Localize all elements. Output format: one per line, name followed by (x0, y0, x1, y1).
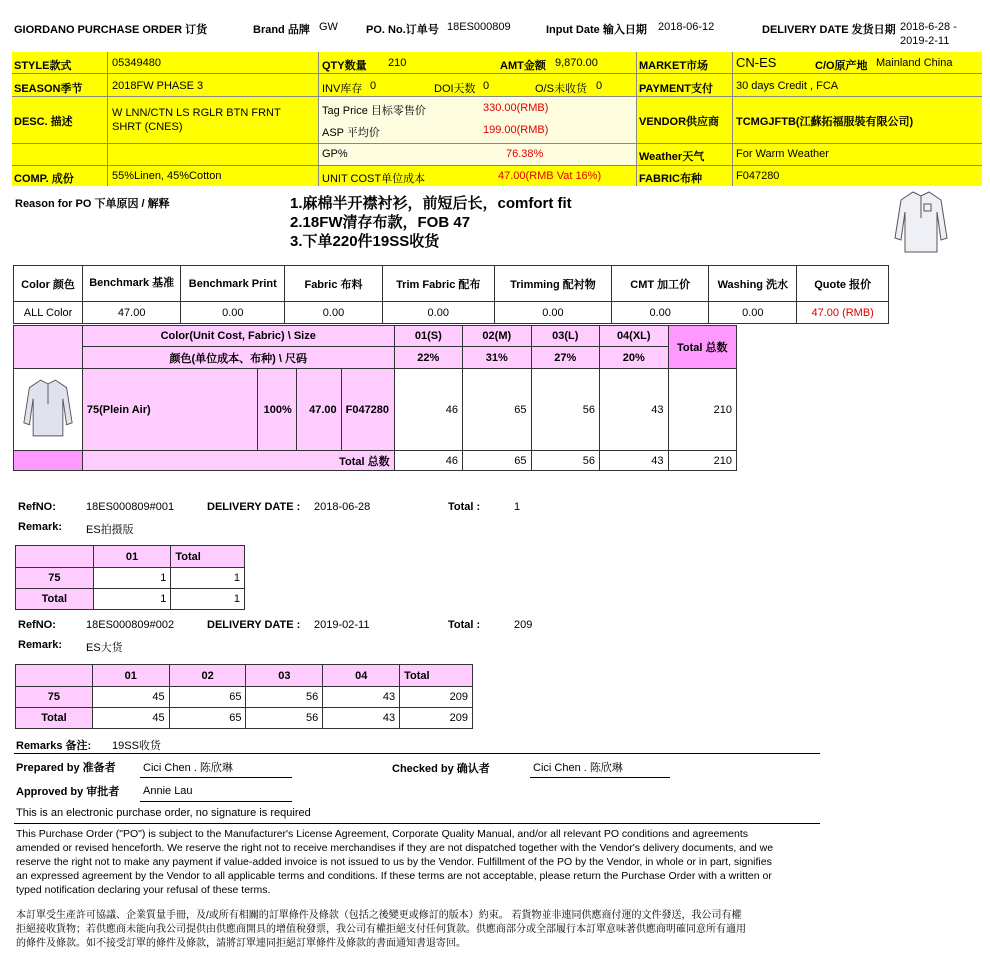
ref1-remark-label: Remark: (18, 521, 63, 533)
cost-cell: 0.00 (494, 302, 611, 324)
info-block (12, 52, 982, 186)
cost-cell: 47.00 (83, 302, 181, 324)
size-qty: 46 (394, 369, 462, 451)
delivery-date-label: DELIVERY DATE 发货日期 (762, 24, 896, 36)
co-value: Mainland China (876, 57, 953, 69)
size-ratio: 20% (599, 347, 668, 369)
ref2-cell: 209 (400, 687, 473, 708)
signature-line (530, 777, 670, 778)
prepared-value: Cici Chen . 陈欣琳 (143, 762, 233, 774)
ref2-row-label: 75 (16, 687, 93, 708)
co-label: C/O原产地 (815, 60, 868, 72)
size-qty: 65 (463, 369, 531, 451)
ref1-total-label: Total : (448, 501, 481, 513)
ref2-col: Total (400, 665, 473, 687)
cost-head-trimming: Trimming 配衬物 (494, 266, 611, 302)
ref2-cell: 45 (92, 687, 169, 708)
weather-value: For Warm Weather (736, 148, 829, 160)
approved-label: Approved by 审批者 (16, 786, 120, 798)
color-name: 75(Plein Air) (82, 369, 257, 451)
remarks-value: 19SS收货 (112, 740, 161, 752)
inv-label: INV库存 (322, 83, 363, 95)
reason-line-3: 3.下单220件19SS收货 (290, 233, 440, 250)
ref1-total-value: 1 (514, 501, 521, 513)
ref1-row-label: Total (16, 589, 94, 610)
ref1-table (15, 545, 245, 610)
size-total-head: Total 总数 (668, 326, 736, 369)
amt-label: AMT金额 (500, 60, 546, 72)
checked-value: Cici Chen . 陈欣琳 (533, 762, 623, 774)
delivery-date-line1: 2018-6-28 - (900, 21, 957, 33)
terms-chinese (16, 909, 746, 951)
input-date-value: 2018-06-12 (658, 21, 715, 33)
ref1-cell: 1 (171, 568, 245, 589)
ref2-table (15, 664, 473, 729)
cost-cell: 0.00 (285, 302, 382, 324)
ref2-cell: 56 (246, 687, 323, 708)
cost-head-cmt: CMT 加工价 (612, 266, 709, 302)
shirt-thumbnail-icon (22, 374, 74, 442)
cost-table (13, 265, 889, 324)
input-date-label: Input Date 输入日期 (546, 24, 647, 36)
size-head: 02(M) (463, 326, 531, 347)
size-total-qty: 43 (599, 451, 668, 471)
size-head-1: Color(Unit Cost, Fabric) \ Size (82, 326, 394, 347)
brand-label: Brand 品牌 (253, 24, 310, 36)
color-total: 210 (668, 369, 736, 451)
cost-head-trim-fabric: Trim Fabric 配布 (382, 266, 494, 302)
ref1-label: RefNO: (18, 501, 56, 513)
tag-price-label: Tag Price 目标零售价 (322, 105, 426, 117)
color-fabric: F047280 (341, 369, 394, 451)
unit-cost-value: 47.00(RMB Vat 16%) (498, 170, 602, 182)
ref2-col: 04 (323, 665, 400, 687)
ref1-cell: 1 (93, 568, 171, 589)
size-total-qty: 65 (463, 451, 531, 471)
ref1-dd-label: DELIVERY DATE : (207, 501, 301, 513)
season-label: SEASON季节 (14, 83, 83, 95)
ref2-remark-value: ES大货 (86, 642, 123, 654)
terms-line-cn: 的條件及條款。如不接受訂單的條件及條款，請將訂單連同拒絕訂單條件及條款的書面通知書退寄回。 (16, 938, 466, 949)
size-head: 03(L) (531, 326, 599, 347)
size-table (13, 325, 737, 471)
ref2-col: 01 (92, 665, 169, 687)
market-label: MARKET市场 (639, 60, 709, 72)
ref2-cell: 43 (323, 687, 400, 708)
ref2-cell: 65 (169, 708, 246, 729)
terms-line-cn: 本訂單受生產許可協議、企業質量手冊，及/或所有相關的訂單條件及條款（包括之後變更或修訂的版本）約束。 若貨物並非連同供應商付運的文件發送，我公司有權 (16, 910, 742, 921)
asp-label: ASP 平均价 (322, 127, 380, 139)
cost-cell-quote: 47.00 (RMB) (797, 302, 889, 324)
ref2-row-label: Total (16, 708, 93, 729)
cost-head-washing: Washing 洗水 (709, 266, 797, 302)
reason-label: Reason for PO 下单原因 / 解释 (15, 198, 170, 210)
desc-label: DESC. 描述 (14, 116, 73, 128)
inv-value: 0 (370, 80, 377, 92)
approved-value: Annie Lau (143, 785, 193, 797)
cost-head-color: Color 颜色 (14, 266, 83, 302)
comp-label: COMP. 成份 (14, 173, 74, 185)
size-qty: 56 (531, 369, 599, 451)
ref1-col: 01 (93, 546, 171, 568)
terms-line-cn: 拒絕接收貨物；若供應商未能向我公司提供由供應商開具的增值稅發票，我公司有權拒絕支付任何貨款。供應商部分或全部履行本訂單意味著供應商明確同意所有適用 (16, 924, 746, 935)
signature-line (140, 777, 292, 778)
asp-value: 199.00(RMB) (483, 124, 549, 136)
electronic-note: This is an electronic purchase order, no signature is required (16, 807, 311, 819)
size-head-2: 颜色(单位成本、布种) \ 尺码 (82, 347, 394, 369)
tag-price-value: 330.00(RMB) (483, 102, 549, 114)
size-head: 01(S) (394, 326, 462, 347)
size-head: 04(XL) (599, 326, 668, 347)
ref2-cell: 65 (169, 687, 246, 708)
ref2-total-value: 209 (514, 619, 533, 631)
style-value: 05349480 (112, 57, 161, 69)
fabric-label: FABRIC布种 (639, 173, 702, 185)
cost-head-benchmark: Benchmark 基准 (83, 266, 181, 302)
po-label: PO. No.订单号 (366, 24, 439, 36)
style-label: STYLE款式 (14, 60, 72, 72)
color-cost: 47.00 (296, 369, 341, 451)
qty-value: 210 (388, 57, 407, 69)
prepared-label: Prepared by 准备者 (16, 762, 116, 774)
gp-value: 76.38% (506, 148, 544, 160)
cost-head-fabric: Fabric 布料 (285, 266, 382, 302)
size-total-qty: 56 (531, 451, 599, 471)
fabric-value: F047280 (736, 170, 780, 182)
size-qty: 43 (599, 369, 668, 451)
size-ratio: 27% (531, 347, 599, 369)
ref1-value: 18ES000809#001 (86, 501, 175, 513)
terms-line: an expressed agreement by the Vendor to all applicable terms and conditions. If these terms are not acceptable, please return the Purchase Order with a written or (16, 870, 772, 882)
delivery-date-line2: 2019-2-11 (900, 35, 950, 47)
ref2-remark-label: Remark: (18, 639, 63, 651)
ref2-col: 03 (246, 665, 323, 687)
qty-label: QTY数量 (322, 60, 367, 72)
cost-head-quote: Quote 报价 (797, 266, 889, 302)
shirt-sketch-icon (893, 188, 949, 256)
po-title: GIORDANO PURCHASE ORDER 订货 (14, 24, 208, 36)
os-label: O/S未收货 (535, 83, 587, 95)
terms-line: This Purchase Order ("PO") is subject to the Manufacturer's License Agreement, Corporate Quality Manual, and/or all relevant PO conditions and agreements (16, 828, 748, 840)
doi-value: 0 (483, 80, 490, 92)
ref2-cell: 56 (246, 708, 323, 729)
size-ratio: 31% (463, 347, 531, 369)
gp-label: GP% (322, 148, 348, 160)
signature-line (140, 801, 292, 802)
ref1-dd-value: 2018-06-28 (314, 501, 371, 513)
ref1-cell: 1 (171, 589, 245, 610)
ref2-dd-label: DELIVERY DATE : (207, 619, 301, 631)
terms-line: typed notification declaring your refusal of these terms. (16, 884, 271, 896)
reason-line-2: 2.18FW清存布款，FOB 47 (290, 214, 471, 231)
payment-label: PAYMENT支付 (639, 83, 713, 95)
terms-english (16, 827, 773, 897)
po-value: 18ES000809 (447, 21, 511, 33)
reason-line-1: 1.麻棉半开襟衬衫，前短后长，comfort fit (290, 195, 572, 212)
cost-cell: 0.00 (709, 302, 797, 324)
ref2-cell: 43 (323, 708, 400, 729)
ref2-total-label: Total : (448, 619, 481, 631)
ref2-cell: 209 (400, 708, 473, 729)
ref1-remark-value: ES拍摄版 (86, 524, 134, 536)
ref1-col: Total (171, 546, 245, 568)
market-value: CN-ES (736, 55, 777, 70)
ref2-cell: 45 (92, 708, 169, 729)
desc-value: W LNN/CTN LS RGLR BTN FRNT SHRT (CNES) (112, 107, 281, 133)
terms-line: reserve the right not to make any payment if value-added invoice is not issued to us by the Vendor. Fulfillment of the PO by the Vendor, in whole or in part, signifies (16, 856, 772, 868)
unit-cost-label: UNIT COST单位成本 (322, 173, 426, 185)
amt-value: 9,870.00 (555, 57, 598, 69)
payment-value: 30 days Credit , FCA (736, 80, 839, 92)
doi-label: DOI天数 (434, 83, 476, 95)
ref2-col: 02 (169, 665, 246, 687)
cost-cell: 0.00 (612, 302, 709, 324)
season-value: 2018FW PHASE 3 (112, 80, 204, 92)
os-value: 0 (596, 80, 603, 92)
comp-value: 55%Linen, 45%Cotton (112, 170, 222, 182)
vendor-label: VENDOR供应商 (639, 116, 720, 128)
size-ratio: 22% (394, 347, 462, 369)
checked-label: Checked by 确认者 (392, 763, 490, 775)
color-pct: 100% (257, 369, 296, 451)
cost-cell: 0.00 (382, 302, 494, 324)
ref2-label: RefNO: (18, 619, 56, 631)
remarks-label: Remarks 备注: (16, 740, 92, 752)
grand-total: 210 (668, 451, 736, 471)
ref1-row-label: 75 (16, 568, 94, 589)
divider (14, 753, 820, 754)
ref1-cell: 1 (93, 589, 171, 610)
ref2-dd-value: 2019-02-11 (314, 619, 370, 631)
cost-cell: 0.00 (181, 302, 285, 324)
weather-label: Weather天气 (639, 151, 705, 163)
cost-cell: ALL Color (14, 302, 83, 324)
terms-line: amended or revised henceforth. We reserve the right not to receive merchandises if they are not dispatched together with the Vendor's delivery documents, and we (16, 842, 774, 854)
divider (14, 823, 820, 824)
cost-head-benchmark-print: Benchmark Print (181, 266, 285, 302)
vendor-value: TCMGJFTB(江蘇拓福服裝有限公司) (736, 116, 914, 128)
brand-value: GW (319, 21, 338, 33)
size-total-qty: 46 (394, 451, 462, 471)
size-total-row-label: Total 总数 (82, 451, 394, 471)
ref2-value: 18ES000809#002 (86, 619, 175, 631)
reason-lines (290, 194, 572, 251)
color-swatch-cell (14, 369, 83, 451)
